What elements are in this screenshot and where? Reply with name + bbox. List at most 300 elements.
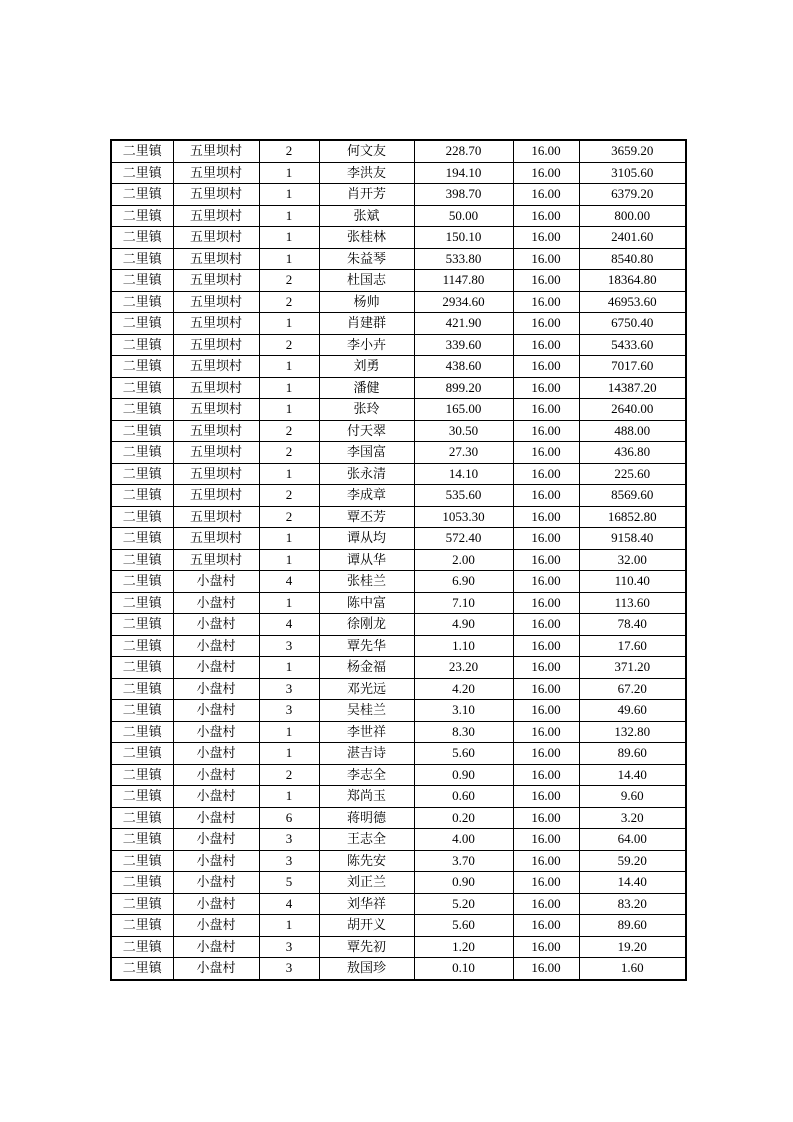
table-cell: 二里镇: [111, 829, 173, 851]
table-cell: 小盘村: [173, 872, 259, 894]
table-cell: 16.00: [513, 872, 579, 894]
table-row: [111, 571, 686, 593]
table-cell: 二里镇: [111, 356, 173, 378]
table-cell: 16.00: [513, 356, 579, 378]
table-cell: 16.00: [513, 248, 579, 270]
table-cell: 张斌: [319, 205, 414, 227]
table-cell: 付天翠: [319, 420, 414, 442]
table-cell: 覃先华: [319, 635, 414, 657]
table-cell: 16.00: [513, 657, 579, 679]
table-cell: 二里镇: [111, 936, 173, 958]
table-cell: 五里坝村: [173, 356, 259, 378]
table-row: [111, 334, 686, 356]
table-cell: 小盘村: [173, 571, 259, 593]
table-row: [111, 915, 686, 937]
table-cell: 二里镇: [111, 571, 173, 593]
table-cell: 覃先初: [319, 936, 414, 958]
table-cell: 张桂兰: [319, 571, 414, 593]
table-cell: 5.20: [414, 893, 513, 915]
table-cell: 16.00: [513, 227, 579, 249]
table-cell: 李世祥: [319, 721, 414, 743]
table-row: [111, 442, 686, 464]
table-cell: 五里坝村: [173, 549, 259, 571]
table-cell: 肖开芳: [319, 184, 414, 206]
table-cell: 五里坝村: [173, 248, 259, 270]
table-cell: 4.00: [414, 829, 513, 851]
table-cell: 78.40: [579, 614, 686, 636]
table-cell: 3: [259, 678, 319, 700]
table-cell: 438.60: [414, 356, 513, 378]
table-cell: 张玲: [319, 399, 414, 421]
table-cell: 2: [259, 420, 319, 442]
table-cell: 1: [259, 377, 319, 399]
table-cell: 二里镇: [111, 227, 173, 249]
table-cell: 1: [259, 205, 319, 227]
table-row: [111, 829, 686, 851]
table-cell: 398.70: [414, 184, 513, 206]
table-cell: 陈先安: [319, 850, 414, 872]
table-cell: 二里镇: [111, 872, 173, 894]
table-cell: 2: [259, 270, 319, 292]
table-cell: 421.90: [414, 313, 513, 335]
table-cell: 132.80: [579, 721, 686, 743]
table-cell: 2640.00: [579, 399, 686, 421]
table-cell: 二里镇: [111, 614, 173, 636]
table-cell: 8569.60: [579, 485, 686, 507]
table-cell: 五里坝村: [173, 184, 259, 206]
table-cell: 16.00: [513, 743, 579, 765]
table-row: [111, 399, 686, 421]
table-cell: 7.10: [414, 592, 513, 614]
table-cell: 572.40: [414, 528, 513, 550]
table-cell: 3: [259, 850, 319, 872]
table-cell: 49.60: [579, 700, 686, 722]
table-cell: 3.10: [414, 700, 513, 722]
table-cell: 小盘村: [173, 958, 259, 980]
table-cell: 1.20: [414, 936, 513, 958]
table-cell: 3: [259, 635, 319, 657]
table-cell: 4.90: [414, 614, 513, 636]
table-cell: 五里坝村: [173, 442, 259, 464]
table-cell: 19.20: [579, 936, 686, 958]
table-cell: 张桂林: [319, 227, 414, 249]
table-cell: 陈中富: [319, 592, 414, 614]
table-cell: 杜国志: [319, 270, 414, 292]
table-cell: 16.00: [513, 506, 579, 528]
table-cell: 吴桂兰: [319, 700, 414, 722]
table-row: [111, 678, 686, 700]
table-row: [111, 140, 686, 162]
table-cell: 371.20: [579, 657, 686, 679]
table-cell: 6750.40: [579, 313, 686, 335]
table-row: [111, 635, 686, 657]
table-cell: 2: [259, 334, 319, 356]
table-cell: 5: [259, 872, 319, 894]
table-cell: 535.60: [414, 485, 513, 507]
table-cell: 4.20: [414, 678, 513, 700]
table-cell: 16.00: [513, 528, 579, 550]
table-cell: 二里镇: [111, 893, 173, 915]
table-cell: 17.60: [579, 635, 686, 657]
table-row: [111, 205, 686, 227]
table-cell: 二里镇: [111, 635, 173, 657]
table-cell: 邓光远: [319, 678, 414, 700]
table-cell: 3659.20: [579, 140, 686, 162]
table-cell: 16.00: [513, 700, 579, 722]
table-cell: 二里镇: [111, 764, 173, 786]
table-cell: 杨金福: [319, 657, 414, 679]
table-cell: 1: [259, 549, 319, 571]
table-cell: 6.90: [414, 571, 513, 593]
table-row: [111, 248, 686, 270]
table-cell: 0.90: [414, 764, 513, 786]
table-row: [111, 592, 686, 614]
table-cell: 228.70: [414, 140, 513, 162]
table-row: [111, 657, 686, 679]
table-cell: 覃丕芳: [319, 506, 414, 528]
table-row: [111, 850, 686, 872]
table-cell: 16.00: [513, 140, 579, 162]
table-cell: 16.00: [513, 893, 579, 915]
table-cell: 16.00: [513, 614, 579, 636]
table-cell: 二里镇: [111, 420, 173, 442]
table-cell: 李志全: [319, 764, 414, 786]
table-cell: 488.00: [579, 420, 686, 442]
table-cell: 刘华祥: [319, 893, 414, 915]
table-cell: 二里镇: [111, 442, 173, 464]
table-cell: 二里镇: [111, 248, 173, 270]
records-body: [111, 140, 686, 980]
table-row: [111, 162, 686, 184]
table-cell: 89.60: [579, 915, 686, 937]
table-cell: 0.20: [414, 807, 513, 829]
table-cell: 小盘村: [173, 893, 259, 915]
table-cell: 二里镇: [111, 399, 173, 421]
table-row: [111, 549, 686, 571]
table-row: [111, 313, 686, 335]
table-cell: 14387.20: [579, 377, 686, 399]
table-cell: 339.60: [414, 334, 513, 356]
table-cell: 1: [259, 227, 319, 249]
table-cell: 五里坝村: [173, 420, 259, 442]
table-cell: 二里镇: [111, 205, 173, 227]
table-cell: 1: [259, 528, 319, 550]
table-cell: 436.80: [579, 442, 686, 464]
table-cell: 徐刚龙: [319, 614, 414, 636]
table-cell: 二里镇: [111, 743, 173, 765]
table-cell: 1: [259, 463, 319, 485]
table-cell: 2.00: [414, 549, 513, 571]
table-row: [111, 420, 686, 442]
table-cell: 0.60: [414, 786, 513, 808]
table-cell: 16.00: [513, 829, 579, 851]
table-cell: 小盘村: [173, 850, 259, 872]
table-cell: 150.10: [414, 227, 513, 249]
table-cell: 五里坝村: [173, 140, 259, 162]
table-cell: 湛吉诗: [319, 743, 414, 765]
table-row: [111, 506, 686, 528]
table-cell: 五里坝村: [173, 270, 259, 292]
table-cell: 16.00: [513, 270, 579, 292]
table-cell: 1: [259, 162, 319, 184]
table-cell: 4: [259, 571, 319, 593]
table-cell: 46953.60: [579, 291, 686, 313]
table-cell: 李小卉: [319, 334, 414, 356]
table-cell: 16.00: [513, 377, 579, 399]
table-cell: 小盘村: [173, 592, 259, 614]
table-cell: 小盘村: [173, 635, 259, 657]
table-cell: 16.00: [513, 807, 579, 829]
table-cell: 1: [259, 721, 319, 743]
table-cell: 16.00: [513, 485, 579, 507]
table-cell: 89.60: [579, 743, 686, 765]
table-cell: 165.00: [414, 399, 513, 421]
table-cell: 533.80: [414, 248, 513, 270]
table-cell: 1: [259, 657, 319, 679]
table-cell: 3.20: [579, 807, 686, 829]
table-cell: 二里镇: [111, 807, 173, 829]
table-cell: 五里坝村: [173, 162, 259, 184]
table-cell: 18364.80: [579, 270, 686, 292]
table-cell: 0.10: [414, 958, 513, 980]
table-cell: 五里坝村: [173, 334, 259, 356]
table-cell: 113.60: [579, 592, 686, 614]
table-cell: 16.00: [513, 291, 579, 313]
table-cell: 16.00: [513, 549, 579, 571]
table-cell: 小盘村: [173, 807, 259, 829]
table-cell: 16.00: [513, 420, 579, 442]
table-cell: 23.20: [414, 657, 513, 679]
table-cell: 五里坝村: [173, 313, 259, 335]
table-cell: 6379.20: [579, 184, 686, 206]
table-row: [111, 721, 686, 743]
table-cell: 二里镇: [111, 313, 173, 335]
table-cell: 16.00: [513, 463, 579, 485]
table-cell: 1: [259, 743, 319, 765]
table-cell: 二里镇: [111, 162, 173, 184]
table-cell: 1: [259, 313, 319, 335]
table-cell: 小盘村: [173, 743, 259, 765]
table-cell: 五里坝村: [173, 506, 259, 528]
table-cell: 9158.40: [579, 528, 686, 550]
table-cell: 二里镇: [111, 549, 173, 571]
table-cell: 小盘村: [173, 700, 259, 722]
table-cell: 肖建群: [319, 313, 414, 335]
table-cell: 五里坝村: [173, 205, 259, 227]
table-cell: 14.40: [579, 872, 686, 894]
table-cell: 二里镇: [111, 270, 173, 292]
table-cell: 二里镇: [111, 592, 173, 614]
table-cell: 16852.80: [579, 506, 686, 528]
table-cell: 二里镇: [111, 463, 173, 485]
table-cell: 16.00: [513, 850, 579, 872]
table-cell: 五里坝村: [173, 377, 259, 399]
table-cell: 二里镇: [111, 334, 173, 356]
table-cell: 蒋明德: [319, 807, 414, 829]
table-cell: 110.40: [579, 571, 686, 593]
table-cell: 16.00: [513, 184, 579, 206]
table-cell: 1053.30: [414, 506, 513, 528]
table-cell: 32.00: [579, 549, 686, 571]
table-cell: 0.90: [414, 872, 513, 894]
table-cell: 225.60: [579, 463, 686, 485]
table-cell: 1.10: [414, 635, 513, 657]
table-row: [111, 528, 686, 550]
table-cell: 14.10: [414, 463, 513, 485]
table-cell: 800.00: [579, 205, 686, 227]
table-cell: 王志全: [319, 829, 414, 851]
table-cell: 4: [259, 893, 319, 915]
table-row: [111, 614, 686, 636]
table-cell: 二里镇: [111, 700, 173, 722]
table-cell: 谭从华: [319, 549, 414, 571]
records-table: [110, 139, 687, 981]
table-cell: 1: [259, 248, 319, 270]
table-cell: 1: [259, 915, 319, 937]
table-cell: 2: [259, 291, 319, 313]
table-cell: 二里镇: [111, 140, 173, 162]
table-cell: 1: [259, 184, 319, 206]
table-cell: 4: [259, 614, 319, 636]
table-cell: 16.00: [513, 442, 579, 464]
table-cell: 16.00: [513, 721, 579, 743]
table-cell: 3: [259, 936, 319, 958]
table-cell: 二里镇: [111, 915, 173, 937]
table-cell: 5433.60: [579, 334, 686, 356]
table-cell: 30.50: [414, 420, 513, 442]
table-cell: 14.40: [579, 764, 686, 786]
table-cell: 二里镇: [111, 506, 173, 528]
table-cell: 小盘村: [173, 915, 259, 937]
table-cell: 16.00: [513, 915, 579, 937]
table-cell: 16.00: [513, 635, 579, 657]
table-row: [111, 291, 686, 313]
table-cell: 16.00: [513, 958, 579, 980]
table-row: [111, 700, 686, 722]
table-cell: 2934.60: [414, 291, 513, 313]
table-cell: 谭从均: [319, 528, 414, 550]
table-cell: 五里坝村: [173, 291, 259, 313]
table-cell: 小盘村: [173, 829, 259, 851]
table-cell: 二里镇: [111, 786, 173, 808]
table-cell: 3: [259, 958, 319, 980]
table-cell: 64.00: [579, 829, 686, 851]
table-cell: 2: [259, 140, 319, 162]
table-cell: 二里镇: [111, 657, 173, 679]
table-cell: 二里镇: [111, 291, 173, 313]
table-cell: 李成章: [319, 485, 414, 507]
table-cell: 五里坝村: [173, 463, 259, 485]
table-cell: 李洪友: [319, 162, 414, 184]
table-cell: 五里坝村: [173, 485, 259, 507]
table-cell: 二里镇: [111, 184, 173, 206]
table-cell: 1.60: [579, 958, 686, 980]
table-cell: 1: [259, 592, 319, 614]
table-row: [111, 356, 686, 378]
table-cell: 何文友: [319, 140, 414, 162]
table-cell: 敖国珍: [319, 958, 414, 980]
table-row: [111, 786, 686, 808]
table-cell: 1: [259, 356, 319, 378]
table-cell: 二里镇: [111, 528, 173, 550]
table-cell: 3.70: [414, 850, 513, 872]
table-cell: 16.00: [513, 786, 579, 808]
table-cell: 李国富: [319, 442, 414, 464]
table-cell: 16.00: [513, 399, 579, 421]
table-cell: 二里镇: [111, 678, 173, 700]
table-cell: 83.20: [579, 893, 686, 915]
table-row: [111, 485, 686, 507]
table-cell: 194.10: [414, 162, 513, 184]
table-cell: 16.00: [513, 592, 579, 614]
table-cell: 59.20: [579, 850, 686, 872]
table-cell: 1147.80: [414, 270, 513, 292]
table-cell: 杨帅: [319, 291, 414, 313]
table-cell: 5.60: [414, 743, 513, 765]
table-row: [111, 764, 686, 786]
table-row: [111, 270, 686, 292]
table-cell: 16.00: [513, 313, 579, 335]
table-cell: 7017.60: [579, 356, 686, 378]
table-cell: 小盘村: [173, 721, 259, 743]
table-cell: 8540.80: [579, 248, 686, 270]
table-cell: 2: [259, 485, 319, 507]
table-cell: 潘健: [319, 377, 414, 399]
table-cell: 小盘村: [173, 764, 259, 786]
table-cell: 小盘村: [173, 678, 259, 700]
table-cell: 16.00: [513, 162, 579, 184]
table-cell: 1: [259, 786, 319, 808]
table-cell: 小盘村: [173, 936, 259, 958]
table-cell: 8.30: [414, 721, 513, 743]
table-cell: 小盘村: [173, 657, 259, 679]
table-cell: 67.20: [579, 678, 686, 700]
table-cell: 16.00: [513, 678, 579, 700]
table-row: [111, 958, 686, 980]
table-cell: 2: [259, 764, 319, 786]
table-cell: 27.30: [414, 442, 513, 464]
table-cell: 16.00: [513, 936, 579, 958]
table-cell: 16.00: [513, 334, 579, 356]
table-cell: 3105.60: [579, 162, 686, 184]
table-cell: 二里镇: [111, 958, 173, 980]
table-cell: 2: [259, 506, 319, 528]
table-cell: 5.60: [414, 915, 513, 937]
table-row: [111, 227, 686, 249]
table-cell: 3: [259, 829, 319, 851]
table-cell: 刘勇: [319, 356, 414, 378]
table-cell: 刘正兰: [319, 872, 414, 894]
table-cell: 小盘村: [173, 786, 259, 808]
table-cell: 50.00: [414, 205, 513, 227]
table-cell: 郑尚玉: [319, 786, 414, 808]
table-cell: 899.20: [414, 377, 513, 399]
table-cell: 二里镇: [111, 377, 173, 399]
table-cell: 9.60: [579, 786, 686, 808]
table-cell: 2: [259, 442, 319, 464]
table-row: [111, 936, 686, 958]
table-cell: 2401.60: [579, 227, 686, 249]
table-row: [111, 743, 686, 765]
table-cell: 1: [259, 399, 319, 421]
table-cell: 朱益琴: [319, 248, 414, 270]
table-row: [111, 377, 686, 399]
table-cell: 二里镇: [111, 850, 173, 872]
table-row: [111, 893, 686, 915]
table-cell: 胡开义: [319, 915, 414, 937]
table-row: [111, 184, 686, 206]
table-cell: 二里镇: [111, 721, 173, 743]
